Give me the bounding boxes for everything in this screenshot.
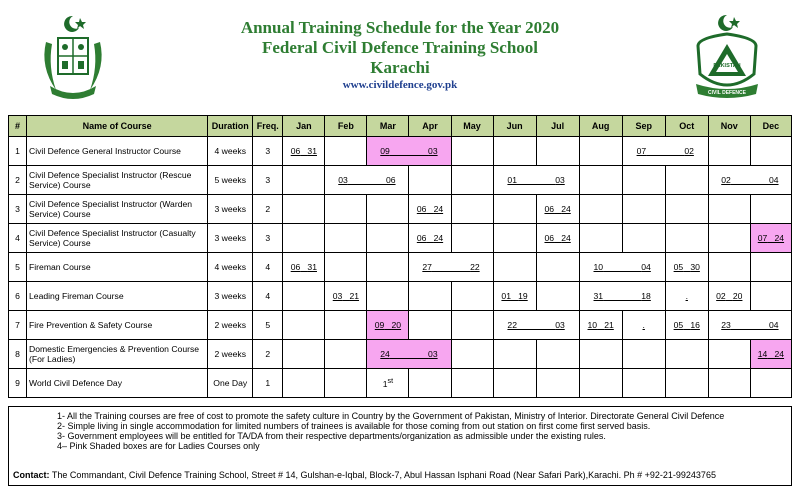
course-name: Domestic Emergencies & Prevention Course (For Ladies) (27, 340, 208, 369)
empty-month-cell (283, 369, 325, 398)
empty-month-cell (622, 340, 665, 369)
column-header: Apr (409, 116, 451, 137)
column-header: Mar (367, 116, 409, 137)
period-dates (333, 291, 359, 301)
start-date: 22 (507, 320, 517, 330)
schedule-period (493, 282, 536, 311)
end-date: 03 (428, 349, 438, 359)
empty-month-cell (536, 369, 579, 398)
empty-month-cell (451, 195, 493, 224)
logo-banner-text: CIVIL DEFENCE (708, 90, 746, 96)
empty-month-cell (622, 195, 665, 224)
page-header (150, 18, 650, 92)
column-header: May (451, 116, 493, 137)
empty-month-cell (493, 224, 536, 253)
end-date: 20 (391, 320, 402, 330)
column-header: Feb (325, 116, 367, 137)
end-date: 24 (433, 233, 444, 243)
table-row (9, 137, 792, 166)
table-header-row (9, 116, 792, 137)
course-frequency: 4 (253, 253, 283, 282)
empty-month-cell (622, 166, 665, 195)
start-date: 06 (290, 146, 301, 156)
schedule-period (708, 166, 791, 195)
end-date: 24 (561, 233, 571, 243)
school-name: Federal Civil Defence Training School (261, 38, 539, 57)
course-name: Leading Fireman Course (27, 282, 208, 311)
start-date: 03 (332, 291, 343, 301)
course-duration: 3 weeks (208, 224, 253, 253)
end-date: 16 (690, 320, 700, 330)
empty-month-cell (622, 224, 665, 253)
empty-month-cell (325, 137, 367, 166)
end-date: 24 (561, 204, 571, 214)
note-2: 2- Simple living in single accommodation for limited numbers of trainees is available for those coming from out station on first come first served basis. (57, 421, 651, 431)
course-duration: 4 weeks (208, 137, 253, 166)
contact-text: The Commandant, Civil Defence Training School, Street # 14, Gulshan-e-Iqbal, Block-7, Abul Hassan Isphani Road (Near Safari Park),Karachi. Ph # +92-21-99243765 (49, 470, 716, 480)
period-dates (291, 146, 317, 156)
empty-month-cell (665, 340, 708, 369)
start-date: 27 (422, 262, 432, 272)
table-row (9, 340, 792, 369)
empty-month-cell (708, 137, 750, 166)
empty-month-cell (750, 195, 791, 224)
schedule-period (708, 311, 791, 340)
column-header: Oct (665, 116, 708, 137)
row-number: 5 (9, 253, 27, 282)
column-header: Jun (493, 116, 536, 137)
empty-month-cell (367, 224, 409, 253)
end-date: 04 (641, 262, 651, 272)
end-date: 04 (768, 320, 779, 330)
empty-month-cell (708, 224, 750, 253)
course-frequency: 3 (253, 224, 283, 253)
period-dates (380, 146, 437, 156)
empty-month-cell (665, 224, 708, 253)
start-date: 10 (587, 320, 598, 330)
column-header: Name of Course (27, 116, 208, 137)
end-date: 03 (428, 146, 438, 156)
schedule-period (409, 253, 493, 282)
course-duration: 4 weeks (208, 253, 253, 282)
logo-pakistan-text: PAKISTAN (713, 63, 741, 69)
end-date: 19 (518, 291, 528, 301)
column-header: # (9, 116, 27, 137)
notes-box (8, 406, 792, 486)
empty-month-cell (325, 253, 367, 282)
end-date: 21 (349, 291, 360, 301)
period-dates (686, 291, 688, 301)
start-date: 06 (290, 262, 301, 272)
column-header: Sep (622, 116, 665, 137)
row-number: 7 (9, 311, 27, 340)
period-dates (594, 291, 651, 301)
row-number: 9 (9, 369, 27, 398)
course-name: World Civil Defence Day (27, 369, 208, 398)
end-date: . (685, 291, 688, 301)
schedule-period (536, 195, 579, 224)
period-dates (291, 262, 317, 272)
empty-month-cell (409, 282, 451, 311)
schedule-period (665, 253, 708, 282)
empty-month-cell (536, 137, 579, 166)
schedule-period (622, 311, 665, 340)
start-date: 07 (757, 233, 768, 243)
empty-month-cell (283, 311, 325, 340)
start-date: 01 (507, 175, 517, 185)
start-date: 07 (636, 146, 647, 156)
period-dates (544, 233, 570, 243)
period-dates (643, 320, 645, 330)
end-date: 03 (555, 175, 565, 185)
training-schedule-table (8, 115, 792, 398)
schedule-period (536, 224, 579, 253)
empty-month-cell (579, 340, 622, 369)
period-dates (375, 320, 401, 330)
empty-month-cell (451, 137, 493, 166)
course-frequency: 1 (253, 369, 283, 398)
row-number: 4 (9, 224, 27, 253)
empty-month-cell (665, 369, 708, 398)
course-duration: 3 weeks (208, 282, 253, 311)
course-duration: 3 weeks (208, 195, 253, 224)
end-date: 20 (732, 291, 743, 301)
schedule-period (579, 311, 622, 340)
period-dates (588, 320, 614, 330)
row-number: 2 (9, 166, 27, 195)
start-date: 1 (382, 378, 388, 389)
website-link[interactable]: www.civildefence.gov.pk (342, 79, 458, 91)
schedule-period (750, 340, 791, 369)
empty-month-cell (579, 224, 622, 253)
contact-line (13, 470, 716, 480)
period-dates (758, 349, 784, 359)
column-header: Jan (283, 116, 325, 137)
empty-month-cell (493, 195, 536, 224)
start-date: 31 (593, 291, 604, 301)
period-dates (338, 175, 395, 185)
start-date: 05 (673, 262, 684, 272)
empty-month-cell (451, 311, 493, 340)
start-date: 09 (374, 320, 385, 330)
period-dates (507, 175, 564, 185)
course-duration: One Day (208, 369, 253, 398)
empty-month-cell (708, 253, 750, 282)
empty-month-cell (283, 282, 325, 311)
schedule-period (665, 311, 708, 340)
table-row (9, 253, 792, 282)
period-dates (721, 175, 778, 185)
empty-month-cell (622, 369, 665, 398)
empty-month-cell (451, 282, 493, 311)
empty-month-cell (409, 369, 451, 398)
civil-defence-logo (690, 12, 764, 102)
start-date: 23 (721, 320, 731, 330)
table-row (9, 224, 792, 253)
end-date: 03 (555, 320, 565, 330)
empty-month-cell (579, 195, 622, 224)
end-date: 24 (433, 204, 444, 214)
note-1: 1- All the Training courses are free of cost to promote the safety culture in Country by the Government of Pakistan, Ministry of Interior. Directorate General Civil Defence (57, 411, 725, 421)
empty-month-cell (283, 166, 325, 195)
course-frequency: 3 (253, 137, 283, 166)
course-name: Civil Defence Specialist Instructor (Rescue Service) Course (27, 166, 208, 195)
schedule-period (579, 253, 665, 282)
end-date: 31 (307, 262, 317, 272)
empty-month-cell (325, 311, 367, 340)
empty-month-cell (325, 224, 367, 253)
end-date: 06 (386, 175, 396, 185)
column-header: Aug (579, 116, 622, 137)
end-date: 04 (768, 175, 779, 185)
empty-month-cell (451, 224, 493, 253)
course-duration: 5 weeks (208, 166, 253, 195)
row-number: 6 (9, 282, 27, 311)
city-name: Karachi (370, 58, 430, 77)
table-row (9, 195, 792, 224)
schedule-period (493, 311, 579, 340)
empty-month-cell (579, 137, 622, 166)
period-dates (501, 291, 527, 301)
start-date: 02 (716, 291, 726, 301)
contact-label: Contact: (13, 470, 50, 480)
empty-month-cell (750, 253, 791, 282)
start-date: 06 (544, 233, 555, 243)
empty-month-cell (493, 340, 536, 369)
empty-month-cell (367, 253, 409, 282)
end-date: 02 (684, 146, 694, 156)
period-dates (417, 233, 443, 243)
start-date: 14 (757, 349, 768, 359)
table-row (9, 166, 792, 195)
period-dates (507, 320, 564, 330)
schedule-period (325, 166, 409, 195)
end-date: 31 (307, 146, 317, 156)
empty-month-cell (325, 369, 367, 398)
empty-month-cell (708, 340, 750, 369)
empty-month-cell (451, 166, 493, 195)
schedule-period (493, 166, 579, 195)
table-row (9, 282, 792, 311)
empty-month-cell (283, 340, 325, 369)
schedule-period (665, 282, 708, 311)
column-header: Nov (708, 116, 750, 137)
start-date: 06 (416, 204, 427, 214)
row-number: 3 (9, 195, 27, 224)
period-dates (674, 320, 700, 330)
schedule-period (283, 137, 325, 166)
empty-month-cell (579, 166, 622, 195)
start-date: 03 (338, 175, 348, 185)
course-name: Civil Defence Specialist Instructor (Casualty Service) Course (27, 224, 208, 253)
empty-month-cell (579, 369, 622, 398)
empty-month-cell (750, 282, 791, 311)
period-dates (422, 262, 479, 272)
empty-month-cell (283, 224, 325, 253)
empty-month-cell (451, 340, 493, 369)
schedule-period (622, 137, 708, 166)
end-date: 22 (470, 262, 480, 272)
empty-month-cell (409, 166, 451, 195)
empty-month-cell (367, 282, 409, 311)
empty-month-cell (536, 282, 579, 311)
period-dates (721, 320, 778, 330)
empty-month-cell (665, 166, 708, 195)
start-date: 01 (501, 291, 511, 301)
empty-month-cell (493, 253, 536, 282)
course-duration: 2 weeks (208, 340, 253, 369)
schedule-period (750, 224, 791, 253)
end-date: . (642, 320, 645, 330)
empty-month-cell (409, 311, 451, 340)
empty-month-cell (665, 195, 708, 224)
end-date: st (387, 377, 394, 386)
schedule-period (367, 340, 451, 369)
empty-month-cell (493, 137, 536, 166)
period-dates (637, 146, 694, 156)
empty-month-cell (283, 195, 325, 224)
empty-month-cell (367, 195, 409, 224)
period-dates (544, 204, 570, 214)
schedule-period (325, 282, 367, 311)
schedule-period (579, 282, 665, 311)
course-frequency: 4 (253, 282, 283, 311)
schedule-title: Annual Training Schedule for the Year 2020 (240, 18, 560, 37)
column-header: Freq. (253, 116, 283, 137)
course-name: Civil Defence General Instructor Course (27, 137, 208, 166)
end-date: 24 (774, 233, 785, 243)
end-date: 21 (604, 320, 614, 330)
course-name: Civil Defence Specialist Instructor (Warden Service) Course (27, 195, 208, 224)
table-row (9, 311, 792, 340)
period-dates (383, 379, 393, 389)
schedule-period (367, 369, 409, 398)
schedule-period (367, 137, 451, 166)
column-header: Duration (208, 116, 253, 137)
start-date: 09 (380, 146, 390, 156)
schedule-period (409, 224, 451, 253)
schedule-period (409, 195, 451, 224)
empty-month-cell (536, 340, 579, 369)
course-name: Fireman Course (27, 253, 208, 282)
period-dates (674, 262, 700, 272)
period-dates (716, 291, 742, 301)
note-3: 3- Government employees will be entitled for TA/DA from their respective departments/organization as admissible under the existing rules. (57, 431, 606, 441)
start-date: 02 (721, 175, 731, 185)
column-header: Jul (536, 116, 579, 137)
period-dates (380, 349, 437, 359)
start-date: 24 (380, 349, 390, 359)
empty-month-cell (708, 369, 750, 398)
end-date: 24 (774, 349, 785, 359)
course-frequency: 5 (253, 311, 283, 340)
period-dates (417, 204, 443, 214)
end-date: 30 (690, 262, 700, 272)
start-date: 06 (544, 204, 555, 214)
course-frequency: 3 (253, 166, 283, 195)
start-date: 06 (416, 233, 427, 243)
note-4: 4– Pink Shaded boxes are for Ladies Courses only (57, 441, 260, 451)
government-emblem-logo (36, 12, 110, 102)
empty-month-cell (493, 369, 536, 398)
empty-month-cell (750, 137, 791, 166)
course-frequency: 2 (253, 195, 283, 224)
course-duration: 2 weeks (208, 311, 253, 340)
row-number: 8 (9, 340, 27, 369)
start-date: 10 (593, 262, 604, 272)
schedule-period (708, 282, 750, 311)
schedule-period (367, 311, 409, 340)
empty-month-cell (708, 195, 750, 224)
empty-month-cell (325, 195, 367, 224)
end-date: 18 (641, 291, 651, 301)
start-date: 05 (673, 320, 684, 330)
empty-month-cell (451, 369, 493, 398)
column-header: Dec (750, 116, 791, 137)
period-dates (594, 262, 651, 272)
course-frequency: 2 (253, 340, 283, 369)
schedule-period (283, 253, 325, 282)
period-dates (758, 233, 784, 243)
table-row (9, 369, 792, 398)
empty-month-cell (536, 253, 579, 282)
empty-month-cell (750, 369, 791, 398)
course-name: Fire Prevention & Safety Course (27, 311, 208, 340)
empty-month-cell (325, 340, 367, 369)
row-number: 1 (9, 137, 27, 166)
